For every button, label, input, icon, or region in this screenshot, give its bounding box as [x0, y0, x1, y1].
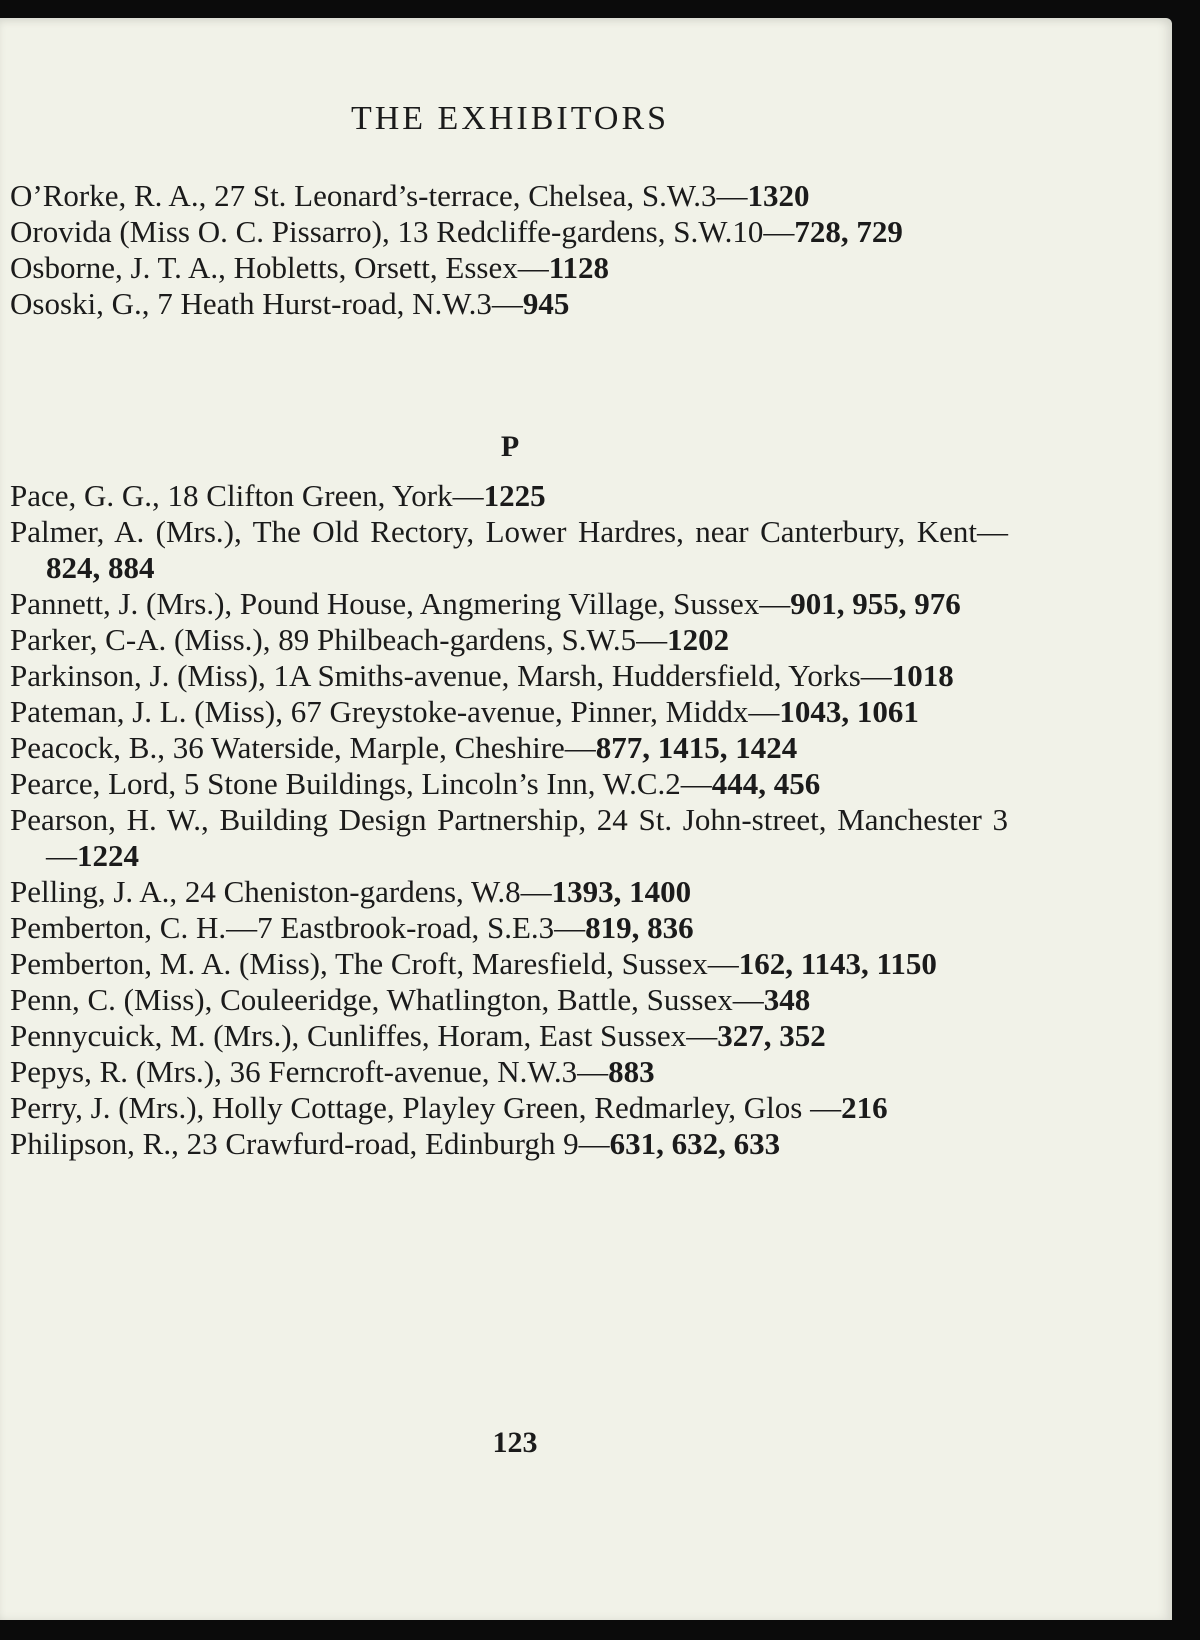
exhibitor-entry	[10, 946, 1008, 982]
entry-text: Parker, C-A. (Miss.), 89 Philbeach-gardens, S.W.5—	[10, 622, 668, 657]
exhibitor-entry	[10, 1018, 1008, 1054]
exhibitor-entry	[10, 658, 1008, 694]
exhibitor-entry	[10, 910, 1008, 946]
exhibitor-entry	[10, 874, 1008, 910]
entry-text: Pearson, H. W., Building Design Partnership, 24 St. John-street, Manchester 3—	[10, 802, 1008, 873]
exhibitor-entry	[10, 250, 1008, 286]
catalogue-numbers: 1225	[483, 478, 546, 513]
entries-p	[10, 478, 1008, 1162]
catalogue-numbers: 631, 632, 633	[609, 1126, 781, 1161]
entry-text: Parkinson, J. (Miss), 1A Smiths-avenue, Marsh, Huddersfield, Yorks—	[10, 658, 892, 693]
entry-text: Palmer, A. (Mrs.), The Old Rectory, Lower Hardres, near Canterbury, Kent—	[10, 514, 1008, 549]
catalogue-numbers: 1320	[747, 178, 810, 213]
exhibitor-entry	[10, 694, 1008, 730]
entry-text: O’Rorke, R. A., 27 St. Leonard’s-terrace, Chelsea, S.W.3—	[10, 178, 748, 213]
book-page	[0, 18, 1172, 1620]
exhibitor-entry	[10, 1126, 1008, 1162]
catalogue-numbers: 728, 729	[794, 214, 903, 249]
page-number: 123	[492, 1426, 538, 1459]
catalogue-numbers: 1043, 1061	[779, 694, 919, 729]
entry-text: Penn, C. (Miss), Couleeridge, Whatlington, Battle, Sussex—	[10, 982, 764, 1017]
catalogue-numbers: 1128	[548, 250, 610, 285]
exhibitor-entry	[10, 766, 1008, 802]
entry-text: Pannett, J. (Mrs.), Pound House, Angmering Village, Sussex—	[10, 586, 791, 621]
section-letter: P	[500, 430, 520, 463]
exhibitor-entry	[10, 730, 1008, 766]
entry-text: Pelling, J. A., 24 Cheniston-gardens, W.8—	[10, 874, 552, 909]
entry-text: Peacock, B., 36 Waterside, Marple, Cheshire—	[10, 730, 596, 765]
entry-text: Osborne, J. T. A., Hobletts, Orsett, Essex—	[10, 250, 549, 285]
catalogue-numbers: 216	[841, 1090, 888, 1125]
exhibitor-entry	[10, 478, 1008, 514]
catalogue-numbers: 444, 456	[711, 766, 821, 801]
catalogue-numbers: 824, 884	[46, 550, 155, 585]
entry-text: Pateman, J. L. (Miss), 67 Greystoke-avenue, Pinner, Middx—	[10, 694, 780, 729]
entry-text: Orovida (Miss O. C. Pissarro), 13 Redcliffe-gardens, S.W.10—	[10, 214, 795, 249]
exhibitor-entry	[10, 586, 1008, 622]
running-head: THE EXHIBITORS	[350, 100, 670, 137]
catalogue-numbers: 1202	[667, 622, 730, 657]
exhibitor-entry	[10, 286, 1008, 322]
catalogue-numbers: 1224	[77, 838, 139, 873]
catalogue-numbers: 901, 955, 976	[790, 586, 961, 621]
catalogue-numbers: 819, 836	[585, 910, 694, 945]
exhibitor-entry	[10, 214, 1008, 250]
catalogue-numbers: 162, 1143, 1150	[738, 946, 937, 981]
exhibitor-entry	[10, 802, 1008, 874]
catalogue-numbers: 1393, 1400	[551, 874, 692, 909]
catalogue-numbers: 877, 1415, 1424	[595, 730, 798, 765]
catalogue-numbers: 348	[763, 982, 811, 1017]
entry-text: Pace, G. G., 18 Clifton Green, York—	[10, 478, 484, 513]
entry-text: Philipson, R., 23 Crawfurd-road, Edinburgh 9—	[10, 1126, 610, 1161]
entry-text: Perry, J. (Mrs.), Holly Cottage, Playley Green, Redmarley, Glos —	[10, 1090, 842, 1125]
entry-text: Ososki, G., 7 Heath Hurst-road, N.W.3—	[10, 286, 523, 321]
entry-text: Pepys, R. (Mrs.), 36 Ferncroft-avenue, N.W.3—	[10, 1054, 609, 1089]
catalogue-numbers: 1018	[891, 658, 954, 693]
exhibitor-entry	[10, 1054, 1008, 1090]
catalogue-numbers: 327, 352	[717, 1018, 826, 1053]
entry-text: Pennycuick, M. (Mrs.), Cunliffes, Horam, East Sussex—	[10, 1018, 718, 1053]
exhibitor-entry	[10, 1090, 1008, 1126]
catalogue-numbers: 883	[608, 1054, 655, 1089]
entry-text: Pemberton, C. H.—7 Eastbrook-road, S.E.3—	[10, 910, 586, 945]
exhibitor-entry	[10, 514, 1008, 586]
entries-o	[10, 178, 1008, 322]
entry-text: Pemberton, M. A. (Miss), The Croft, Maresfield, Sussex—	[10, 946, 739, 981]
exhibitor-entry	[10, 178, 1008, 214]
catalogue-numbers: 945	[522, 286, 570, 321]
exhibitor-entry	[10, 622, 1008, 658]
exhibitor-entry	[10, 982, 1008, 1018]
entry-text: Pearce, Lord, 5 Stone Buildings, Lincoln’s Inn, W.C.2—	[10, 766, 712, 801]
